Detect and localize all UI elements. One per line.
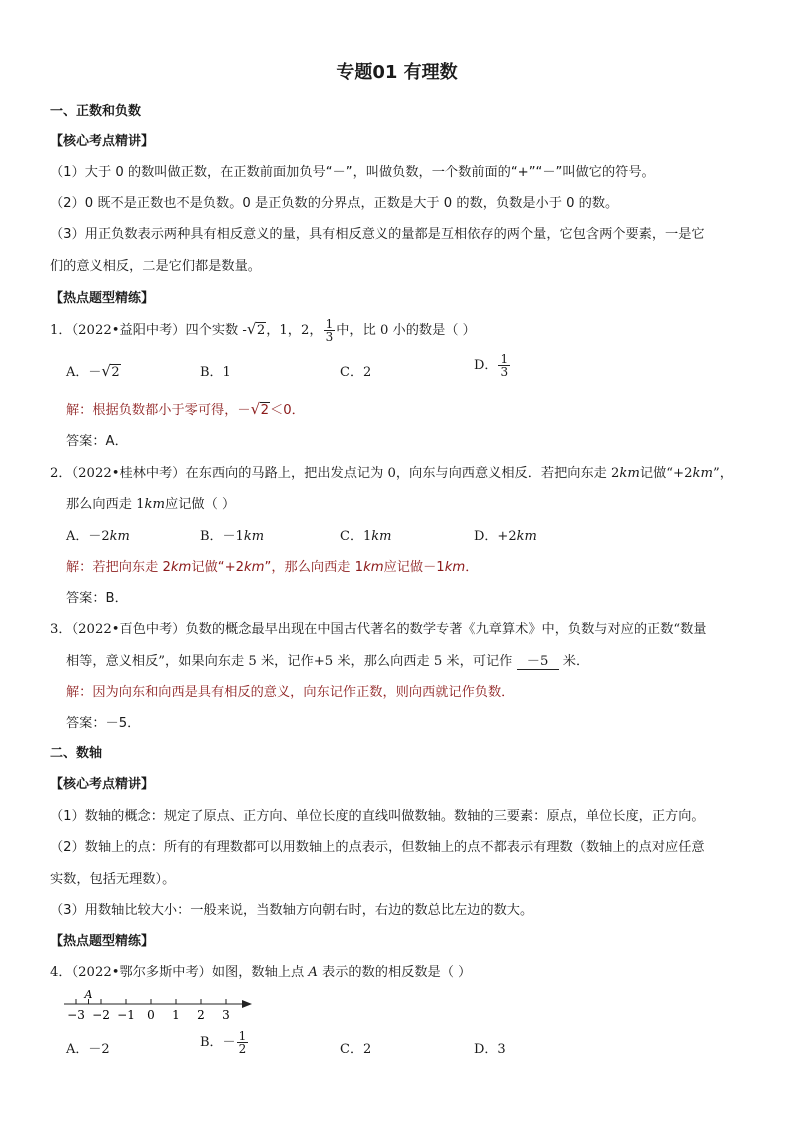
axis-tick-label: 2	[197, 1008, 205, 1022]
q1-option-b: B．1	[200, 365, 231, 380]
point-a-label: A	[84, 988, 93, 1001]
hot-tag-2: 【热点题型精练】	[50, 934, 155, 949]
answer-blank: －5	[517, 650, 559, 670]
q4-option-a: A．－2	[66, 1042, 110, 1057]
q1-option-c: C．2	[340, 365, 372, 380]
q3-answer: 答案：－5．	[66, 716, 141, 731]
section-heading-1: 一、正数和负数	[50, 104, 142, 119]
axis-tick-label: 1	[172, 1008, 180, 1022]
axis-arrow	[242, 1000, 252, 1008]
sec1-point-3b: 们的意义相反，二是它们都是数量。	[50, 259, 261, 274]
fraction: $\frac{1}{2}$	[238, 1029, 247, 1056]
sqrt-symbol: √ 2	[246, 320, 266, 338]
q3-stem-1: 3．（2022•百色中考）负数的概念最早出现在中国古代著名的数学专著《九章算术》中，负数与对应的正数“数量	[50, 622, 707, 637]
q4-stem: 4．（2022•鄂尔多斯中考）如图，数轴上点 A 表示的数的相反数是（ ）	[50, 965, 472, 980]
axis-tick-labels	[67, 1008, 230, 1022]
q2-option-d: D．+2km	[474, 529, 537, 544]
axis-ticks	[76, 999, 226, 1004]
q1-stem: 1．（2022•益阳中考）四个实数 - √ 2，1，2， $\frac{1}{3}$ 中，比 0 小的数是（ ）	[50, 317, 476, 344]
q4-option-c: C．2	[340, 1042, 372, 1057]
axis-tick-label: −1	[117, 1008, 135, 1022]
q2-option-a: A．－2km	[66, 529, 130, 544]
number-line-figure	[60, 984, 260, 1024]
sec2-point-2b: 实数，包括无理数）。	[50, 872, 176, 887]
q4-option-b: B．－ $\frac{1}{2}$	[200, 1029, 247, 1056]
core-tag-1: 【核心考点精讲】	[50, 134, 155, 149]
axis-tick-label: 0	[147, 1008, 155, 1022]
page-title: 专题01 有理数	[336, 62, 458, 83]
q2-option-b: B．－1km	[200, 529, 265, 544]
hot-tag-1: 【热点题型精练】	[50, 291, 155, 306]
axis-tick-label: 3	[222, 1008, 230, 1022]
axis-tick-label: −2	[92, 1008, 110, 1022]
q2-solution: 解：若把向东走 2km记做“+2km”，那么向西走 1km应记做－1km．	[66, 560, 479, 575]
sec1-point-2: （2）0 既不是正数也不是负数。0 是正负数的分界点，正数是大于 0 的数，负数是小于 0 的数。	[50, 196, 619, 211]
sec2-point-2a: （2）数轴上的点：所有的有理数都可以用数轴上的点表示，但数轴上的点不都表示有理数（数轴上的点对应任意	[50, 840, 705, 855]
q1-option-a: A．－ √ 2	[66, 362, 120, 380]
fraction: $\frac{1}{3}$	[325, 317, 334, 344]
q4-option-d: D．3	[474, 1042, 506, 1057]
q2-stem-2: 那么向西走 1km应记做（ ）	[66, 497, 236, 512]
sec1-point-1: （1）大于 0 的数叫做正数，在正数前面加负号“－”，叫做负数，一个数前面的“+”“－”叫做它的符号。	[50, 165, 655, 180]
sec1-point-3a: （3）用正负数表示两种具有相反意义的量，具有相反意义的量都是互相依存的两个量，它包含两个要素，一是它	[50, 227, 705, 242]
axis-tick-label: −3	[67, 1008, 85, 1022]
q2-answer: 答案：B．	[66, 591, 128, 606]
q3-stem-2: 相等，意义相反”，如果向东走 5 米，记作+5 米，那么向西走 5 米，可记作 －5 米．	[66, 650, 589, 670]
sec2-point-1: （1）数轴的概念：规定了原点、正方向、单位长度的直线叫做数轴。数轴的三要素：原点，单位长度，正方向。	[50, 809, 705, 824]
q1-answer: 答案：A．	[66, 434, 128, 449]
q1-option-d: D． $\frac{1}{3}$	[474, 352, 509, 379]
q3-solution: 解：因为向东和向西是具有相反的意义，向东记作正数，则向西就记作负数．	[66, 685, 515, 700]
sec2-point-3: （3）用数轴比较大小：一般来说，当数轴方向朝右时，右边的数总比左边的数大。	[50, 903, 534, 918]
q1-solution: 解：根据负数都小于零可得，－ √ 2＜0．	[66, 400, 305, 418]
fraction: $\frac{1}{3}$	[500, 352, 509, 379]
sqrt-symbol: √ 2	[101, 362, 120, 380]
section-heading-2: 二、数轴	[50, 746, 103, 761]
sqrt-symbol: √ 2	[250, 400, 270, 418]
q2-option-c: C．1km	[340, 529, 392, 544]
core-tag-2: 【核心考点精讲】	[50, 777, 155, 792]
q2-stem-1: 2．（2022•桂林中考）在东西向的马路上，把出发点记为 0，向东与向西意义相反．若把向东走 2km记做“+2km”，	[50, 466, 733, 481]
